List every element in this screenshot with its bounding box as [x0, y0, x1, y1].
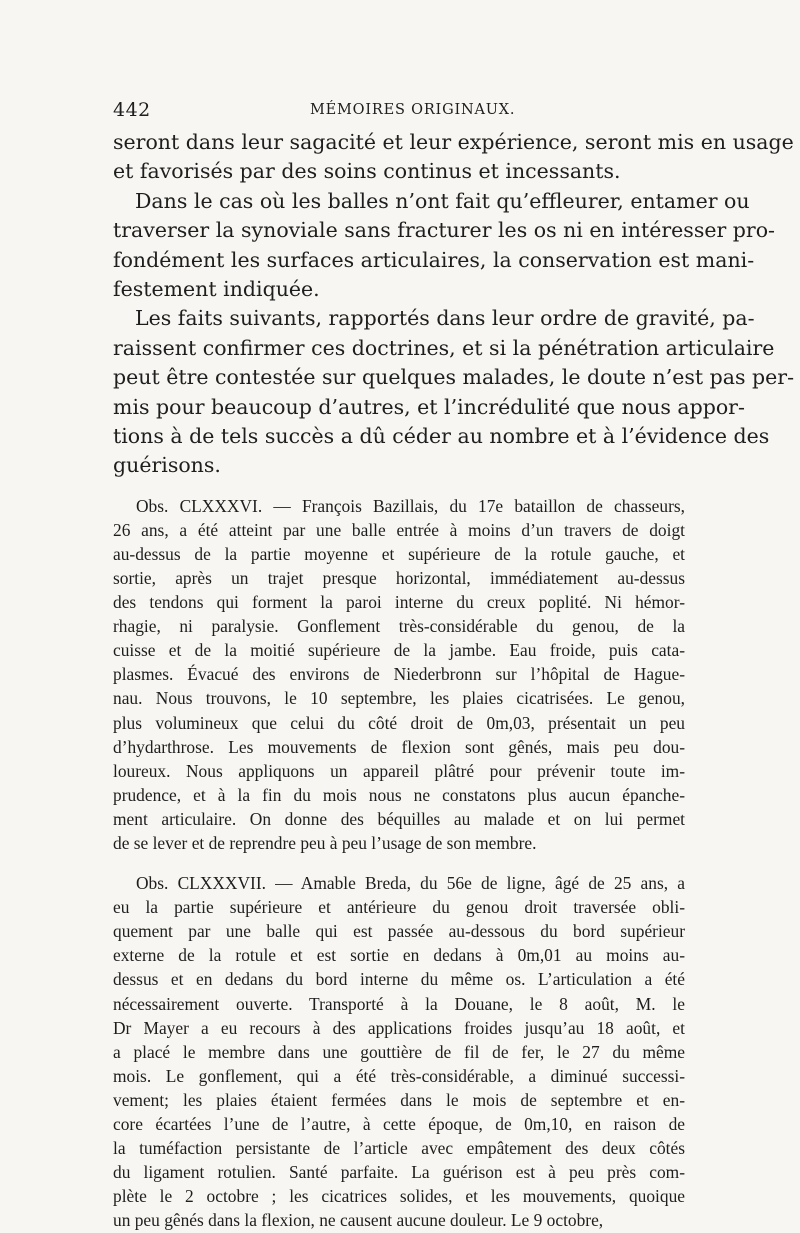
text-line: Dr Mayer a eu recours à des applications froides jusqu’au 18 août, et: [113, 1017, 685, 1038]
text-line: 26 ans, a été atteint par une balle entrée à moins d’un travers de doigt: [113, 519, 685, 540]
text-line: des tendons qui forment la paroi interne du creux poplité. Ni hémor-: [113, 592, 685, 613]
text-paragraph: [113, 187, 775, 305]
text-line: plète le 2 octobre ; les cicatrices solides, et les mouvements, quoique: [113, 1186, 685, 1207]
text-line: un peu gênés dans la flexion, ne causent aucune douleur. Le 9 octobre,: [113, 1210, 604, 1231]
text-line: Les faits suivants, rapportés dans leur ordre de gravité, pa-: [135, 306, 755, 331]
text-line: dessus et en dedans du bord interne du même os. L’articulation a été: [113, 969, 685, 990]
text-line: externe de la rotule et est sortie en dedans à 0m,01 au moins au-: [113, 945, 685, 966]
text-line: fondément les surfaces articulaires, la conservation est mani-: [113, 247, 755, 272]
text-line: vement; les plaies étaient fermées dans le mois de septembre et en-: [113, 1089, 685, 1110]
section-gap: [113, 855, 685, 871]
text-line: guérisons.: [113, 453, 221, 478]
text-line: sortie, après un trajet presque horizontal, immédiatement au-dessus: [113, 567, 685, 588]
observation-paragraph: [113, 871, 685, 1232]
text-line: rhagie, ni paralysie. Gonflement très-considérable du genou, de la: [113, 616, 685, 637]
text-paragraph: [113, 128, 794, 187]
running-title: MÉMOIRES ORIGINAUX.: [310, 102, 516, 118]
text-line: Dans le cas où les balles n’ont fait qu’effleurer, entamer ou: [135, 188, 750, 213]
text-line: la tuméfaction persistante de l’article avec empâtement des deux côtés: [113, 1138, 685, 1159]
page-header: [113, 99, 693, 125]
text-line: tions à de tels succès a dû céder au nombre et à l’évidence des: [113, 423, 770, 448]
text-line: d’hydarthrose. Les mouvements de flexion sont gênés, mais peu dou-: [113, 736, 685, 757]
page-number: 442: [113, 99, 151, 121]
text-paragraph: [113, 304, 795, 480]
text-line: Obs. CLXXXVI. — François Bazillais, du 17e bataillon de chasseurs,: [136, 495, 685, 516]
text-line: du ligament rotulien. Santé parfaite. La guérison est à peu près com-: [113, 1162, 685, 1183]
text-line: et favorisés par des soins continus et incessants.: [113, 159, 621, 184]
text-line: au-dessus de la partie moyenne et supérieure de la rotule gauche, et: [113, 543, 685, 564]
observation-paragraph: [113, 494, 685, 855]
text-line: plus volumineux que celui du côté droit de 0m,03, présentait un peu: [113, 712, 685, 733]
text-line: nécessairement ouverte. Transporté à la Douane, le 8 août, M. le: [113, 993, 685, 1014]
text-line: ment articulaire. On donne des béquilles au malade et on lui permet: [113, 808, 685, 829]
text-line: loureux. Nous appliquons un appareil plâtré pour prévenir toute im-: [113, 760, 685, 781]
text-line: peut être contestée sur quelques malades, le doute n’est pas per-: [113, 365, 795, 390]
text-line: raissent confirmer ces doctrines, et si la pénétration articulaire: [113, 335, 775, 360]
text-line: a placé le membre dans une gouttière de fil de fer, le 27 du même: [113, 1041, 685, 1062]
text-line: plasmes. Évacué des environs de Niederbronn sur l’hôpital de Hague-: [113, 664, 685, 685]
text-line: seront dans leur sagacité et leur expérience, seront mis en usage: [113, 130, 794, 154]
text-line: quement par une balle qui est passée au-dessous du bord supérieur: [113, 921, 685, 942]
body-text: [113, 128, 795, 1233]
text-line: de se lever et de reprendre peu à peu l’usage de son membre.: [113, 833, 537, 853]
section-gap: [113, 481, 685, 494]
text-line: mis pour beaucoup d’autres, et l’incrédulité que nous appor-: [113, 394, 745, 419]
text-line: mois. Le gonflement, qui a été très-considérable, a diminué successi-: [113, 1065, 685, 1086]
text-line: traverser la synoviale sans fracturer les os ni en intéresser pro-: [113, 218, 775, 243]
text-line: cuisse et de la moitié supérieure de la jambe. Eau froide, puis cata-: [113, 640, 685, 661]
text-line: festement indiquée.: [113, 276, 320, 301]
text-line: Obs. CLXXXVII. — Amable Breda, du 56e de ligne, âgé de 25 ans, a: [136, 873, 685, 894]
text-line: nau. Nous trouvons, le 10 septembre, les plaies cicatrisées. Le genou,: [113, 688, 685, 709]
text-line: prudence, et à la fin du mois nous ne constatons plus aucun épanche-: [113, 784, 685, 805]
text-line: core écartées l’une de l’autre, à cette époque, de 0m,10, en raison de: [113, 1114, 685, 1135]
text-line: eu la partie supérieure et antérieure du genou droit traversée obli-: [113, 897, 685, 918]
